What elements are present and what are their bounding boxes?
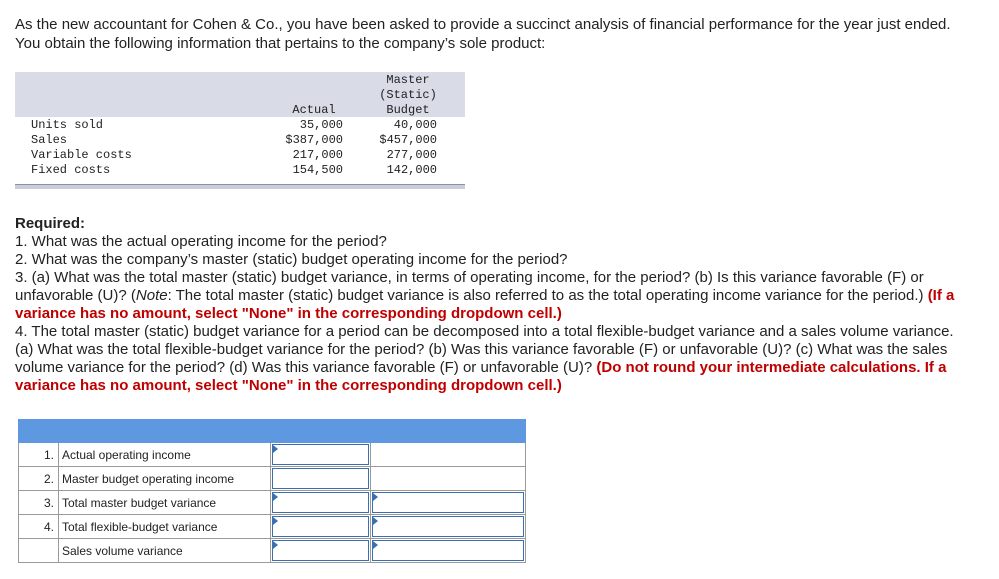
header-master [377,73,439,118]
actual-value: 154,500 [292,163,343,177]
info-row [15,118,465,133]
header-master-line: (Static) [379,88,437,102]
q4-instruction: (Do not round your intermediate calculations. If a variance has no amount, select "None" in the corresponding dropdown cell.) [15,359,947,394]
required-section [15,215,955,395]
row-number: 4. [19,515,59,539]
info-bottom-rule [15,184,465,189]
header-actual: Actual [292,103,336,117]
fu-cell [371,491,526,515]
q4-text: 4. The total master (static) budget variance for a period can be decomposed into a total flexible-budget variance and a sales volume variance. (a) What was the total flexible-budget variance for the period? (b) Was this variance favorable (F) or unfavorable (U)? (c) What was the sales volume variance for the period? (d) Was this variance favorable (F) or unfavorable (U)? [15,323,954,376]
row-label: Sales volume variance [59,539,271,563]
answer-row [19,443,526,467]
row-label: Fixed costs [31,163,111,177]
amount-cell [271,539,371,563]
row-label: Total flexible-budget variance [59,515,271,539]
cell-marker-icon [273,541,278,549]
answer-row [19,515,526,539]
row-label: Actual operating income [59,443,271,467]
blank-cell [371,467,526,491]
amount-cell [271,467,371,491]
row-label: Variable costs [31,148,132,162]
actual-value: $387,000 [285,133,343,147]
amount-input[interactable] [272,444,369,465]
dropdown-marker-icon [373,493,378,501]
fu-cell [371,515,526,539]
question-3 [15,269,955,323]
q3-text-cont: : The total master (static) budget variance is also referred to as the total operating income variance for the period.) [167,287,928,304]
intro-paragraph: As the new accountant for Cohen & Co., you have been asked to provide a succinct analysis of financial performance for the year just ended. You obtain the following information that pertains to the company’s sole product: [15,16,951,52]
fu-dropdown[interactable] [372,540,524,561]
info-row [15,163,465,178]
info-table [15,72,465,189]
answer-row [19,491,526,515]
master-value: 277,000 [386,148,437,162]
answer-header-row [19,420,526,443]
q3-note: Note [135,287,168,304]
master-value: 142,000 [386,163,437,177]
cell-marker-icon [273,445,278,453]
header-cell [371,420,526,443]
answer-row [19,467,526,491]
row-label: Total master budget variance [59,491,271,515]
fu-dropdown[interactable] [372,516,524,537]
row-label: Sales [31,133,68,147]
row-number: 2. [19,467,59,491]
row-label: Master budget operating income [59,467,271,491]
header-master-line: Master [386,73,430,87]
fu-cell [371,539,526,563]
actual-value: 35,000 [299,118,343,132]
answer-row [19,539,526,563]
cell-marker-icon [273,517,278,525]
amount-input[interactable] [272,516,369,537]
fu-dropdown[interactable] [372,492,524,513]
amount-input[interactable] [272,492,369,513]
row-label: Units sold [31,118,104,132]
row-number [19,539,59,563]
row-number: 1. [19,443,59,467]
info-row [15,148,465,163]
amount-cell [271,443,371,467]
dropdown-marker-icon [373,517,378,525]
header-master-line: Budget [386,103,430,117]
dropdown-marker-icon [373,541,378,549]
amount-input[interactable] [272,540,369,561]
actual-value: 217,000 [292,148,343,162]
master-value: $457,000 [379,133,437,147]
header-cell [19,420,59,443]
question-2: 2. What was the company’s master (static) budget operating income for the period? [15,251,568,268]
question-1: 1. What was the actual operating income for the period? [15,233,387,250]
header-cell [271,420,371,443]
question-4 [15,323,955,395]
cell-marker-icon [273,493,278,501]
amount-input[interactable] [272,468,369,489]
answer-table [18,419,526,563]
blank-cell [371,443,526,467]
header-cell [59,420,271,443]
q3-text: 3. (a) What was the total master (static) budget variance, in terms of operating income, for the period? (b) Is this variance favorable (F) or unfavorable (U)? ( [15,269,924,304]
info-row [15,133,465,148]
amount-cell [271,491,371,515]
q3-instruction: (If a variance has no amount, select "None" in the corresponding dropdown cell.) [15,287,955,322]
required-title: Required: [15,215,86,232]
row-number: 3. [19,491,59,515]
amount-cell [271,515,371,539]
master-value: 40,000 [393,118,437,132]
